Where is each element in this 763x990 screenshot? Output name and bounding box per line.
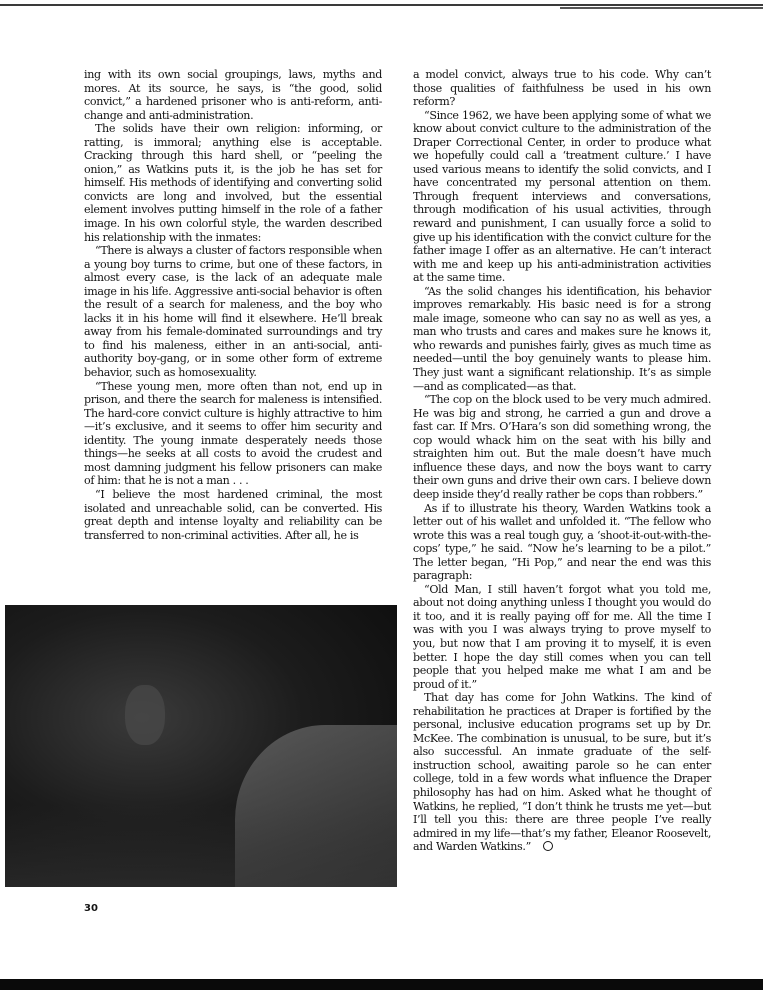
top-rule — [0, 4, 763, 6]
paragraph: The solids have their own religion: informing, or ratting, is immoral; anything else is acceptable. Cracking through this hard shell, or “peeling the onion,” as Watkins puts it, is the job he has set for himself. His methods of identifying and converting solid convicts are long and involved, but the essential element involves putting himself in the role of a father image. In his own colorful style, the warden described his relationship with the inmates: — [84, 122, 382, 244]
paragraph: As if to illustrate his theory, Warden Watkins took a letter out of his wallet and unfolded it. “The fellow who wrote this was a real tough guy, a ‘shoot-it-out-with-the-cops’ type,” he said. “Now he’s learning to be a pilot.” The letter began, “Hi Pop,” and near the end was this paragraph: — [413, 501, 711, 583]
top-rule-right — [560, 7, 763, 9]
end-mark-icon — [543, 841, 553, 851]
paragraph: “Since 1962, we have been applying some of what we know about convict culture to the administration of the Draper Correctional Center, in order to produce what we hopefully could call a ‘treatment culture.’ I have used various means to identify the solid convicts, and I have concentrated my personal attention on them. Through frequent interviews and conversations, through modification of his usual activities, through reward and punishment, I can usually force a solid to give up his identification with the convict culture for the father image I offer as an alternative. He can’t interact with me and keep up his anti-administration activities at the same time. — [413, 108, 711, 285]
page-number: 30 — [84, 903, 98, 914]
paragraph: “The cop on the block used to be very much admired. He was big and strong, he carried a gun and drove a fast car. If Mrs. O’Hara’s son did something wrong, the cop would whack him on the seat with his billy and straighten him out. But the male doesn’t have much influence these days, and now the boys want to carry their own guns and drive their own cars. I believe down deep inside they’d really rather be cops than robbers.” — [413, 393, 711, 501]
paragraph: “There is always a cluster of factors responsible when a young boy turns to crime, but one of these factors, in almost every case, is the lack of an adequate male image in his life. Aggressive anti-social behavior is often the result of a search for maleness, and the boy who lacks it in his home will find it elsewhere. He’ll break away from his female-dominated surroundings and try to find his maleness, either in an anti-social, anti-authority boy-gang, or in some other form of extreme behavior, such as homosexuality. — [84, 244, 382, 380]
paragraph: a model convict, always true to his code. Why can’t those qualities of faithfulness be used in his own reform? — [413, 68, 711, 109]
paragraph-final — [413, 691, 711, 854]
paragraph: “These young men, more often than not, end up in prison, and there the search for maleness is intensified. The hard-core convict culture is highly attractive to him—it’s exclusive, and it seems to offer him security and identity. The young inmate desperately needs those things—he seeks at all costs to avoid the crudest and most damning judgment his fellow prisoners can make of him: that he is not a man . . . — [84, 379, 382, 488]
left-text-column — [84, 68, 382, 542]
paragraph: “As the solid changes his identification, his behavior improves remarkably. His basic need is for a strong male image, someone who can say no as well as yes, a man who trusts and cares and makes sure he knows it, who rewards and punishes fairly, gives as much time as needed—until the boy genuinely wants to please him. They just want a significant relationship. It’s as simple—and as complicated—as that. — [413, 284, 711, 393]
bottom-border — [0, 979, 763, 990]
paragraph-text: That day has come for John Watkins. The kind of rehabilitation he practices at Draper is fortified by the personal, inclusive education programs set up by Dr. McKee. The combination is unusual, to be sure, but it’s also successful. An inmate graduate of the self-instruction school, awaiting parole so he can enter college, told in a few words what influence the Draper philosophy has had on him. Asked what he thought of Watkins, he replied, “I don’t think he trusts me yet—but I’ll tell you this: there are three people I’ve really admired in my life—that’s my father, Eleanor Roosevelt, and Warden Watkins.” — [413, 691, 711, 854]
paragraph: ing with its own social groupings, laws, myths and mores. At its source, he says, is “the good, solid convict,” a hardened prisoner who is anti-reform, anti-change and anti-administration. — [84, 68, 382, 122]
photo-bottom-shade — [5, 805, 397, 887]
photo-figure-shape — [125, 685, 165, 745]
paragraph: “Old Man, I still haven’t forgot what you told me, about not doing anything unless I thought you would do it too, and it is really paying off for me. All the time I was with you I was always trying to prove myself to you, but now that I am proving it to myself, it is even better. I hope the day still comes when you can tell people that you helped make me what I am and be proud of it.” — [413, 582, 711, 691]
right-text-column — [413, 68, 711, 854]
photograph — [5, 605, 397, 887]
paragraph: “I believe the most hardened criminal, the most isolated and unreachable solid, can be converted. His great depth and intense loyalty and reliability can be transferred to non-criminal activities. After all, he is — [84, 487, 382, 542]
